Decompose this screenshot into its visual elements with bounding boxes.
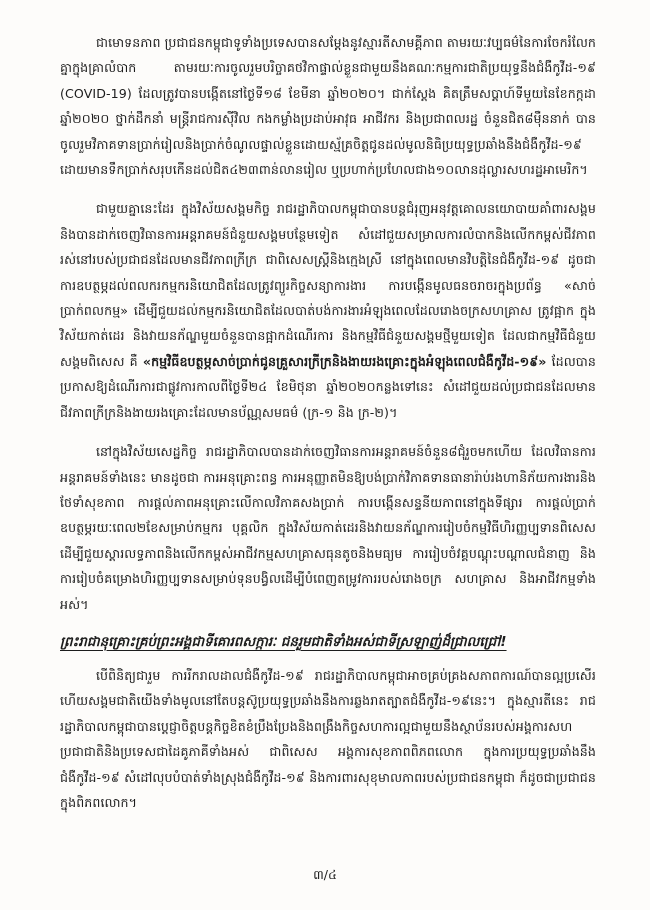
- paragraph-text: ជាមោទនភាព ប្រជាជនកម្ពុជាទូទាំងប្រទេសបានសម្ដែងនូវស្មារតីសាមគ្គីភាព តាមរយៈវប្បធម៌នៃការចែករំលែកគ្នាក្នុងគ្រាលំបាក តាមរយៈការចូលរួមបរិច្ចាគថវិកាផ្ទាល់ខ្លួនជាមួយនឹងគណៈកម្មការជាតិប្រយុទ្ធនឹងជំងឺកូវីដ-១៩ (COVID-19) ដែលត្រូវបានបង្កើតនៅថ្ងៃទី១៨ ខែមីនា ឆ្នាំ២០២០។ ជាក់ស្ដែង គិតត្រឹមសប្ដាហ៍ទីមួយនៃខែកក្កដា ឆ្នាំ២០២០ ថ្នាក់ដឹកនាំ មន្ត្រីរាជការស៊ីវិល កងកម្លាំងប្រដាប់អាវុធ អាជីវករ និងប្រជាពលរដ្ឋ ចំនួនជិត៨ម៉ឺននាក់ បានចូលរួមវិភាគទានប្រាក់រៀលនិងប្រាក់ចំណូលផ្ទាល់ខ្លួនដោយស្ម័គ្រចិត្តជូនដល់មូលនិធិប្រយុទ្ធប្រឆាំងនឹងជំងឺកូវីដ-១៩ ដោយមានទឹកប្រាក់សរុបកើនដល់ជិត៤២៣ពាន់លានរៀល ឬប្រហាក់ប្រហែលជាង១០លានដុល្លារសហរដ្ឋអាមេរិក។: [60, 35, 596, 178]
- address-heading: ព្រះរាជានុគ្រោះគ្រប់ព្រះអង្គជាទីគោរពសក្ការៈ ជនរួមជាតិទាំងអស់ជាទីស្រឡាញ់ដ៏ជ្រាលជ្រៅ!: [60, 634, 507, 650]
- paragraph-text-continued: ដែលបានប្រកាសឱ្យដំណើរការជាផ្លូវការកាលពីថ្ងៃទី២៤ ខែមិថុនា ឆ្នាំ២០២០កន្លងទៅនេះ សំដៅជួយដល់ប្រជាជនដែលមានជីវភាពក្រីក្រនិងងាយរងគ្រោះដែលមានប័ណ្ណសមធម៌ (ក្រ-១ និង ក្រ-២)។: [60, 353, 596, 420]
- paragraph-social-assistance: [60, 196, 596, 425]
- paragraph-solidarity-donations: [60, 30, 596, 182]
- paragraph-text: នៅក្នុងវិស័យសេដ្ឋកិច្ច រាជរដ្ឋាភិបាលបានដាក់ចេញវិធានការអន្តរាគមន៍ចំនួន៨ជុំរួចមកហើយ ដែលវិធានការអន្តរាគមន៍ទាំងនេះ មានដូចជា ការអនុគ្រោះពន្ធ ការអនុញ្ញាតមិនឱ្យបង់ប្រាក់វិភាគទានធានារ៉ាប់រងហានិភ័យការងារនិងថែទាំសុខភាព ការផ្ដល់ភាពអនុគ្រោះលើកាលវិភាគសងប្រាក់ ការបង្កើនសន្ទនីយភាពនៅក្នុងទីផ្សារ ការផ្ដល់ប្រាក់ឧបត្ថម្ភរយៈពេល២ខែសម្រាប់កម្មករ បុគ្គលិក ក្នុងវិស័យកាត់ដេរនិងវាយនភ័ណ្ឌការរៀបចំកម្មវិធីហិរញ្ញប្បទានពិសេសដើម្បីជួយស្ដារលទ្ធភាពនិងលើកកម្ពស់អាជីវកម្មសហគ្រាសធុនតូចនិងមធ្យម ការរៀបចំវគ្គបណ្ដុះបណ្ដាលជំនាញ និងការរៀបចំគម្រោងហិរញ្ញប្បទានសម្រាប់ទុនបង្វិលដើម្បីបំពេញតម្រូវការរបស់រោងចក្រ សហគ្រាស និងអាជីវកម្មទាំងអស់។: [60, 444, 596, 612]
- cash-transfer-program-name: «កម្មវិធីឧបត្ថម្ភសាច់ប្រាក់ជូនគ្រួសារក្រីក្រនិងងាយរងគ្រោះក្នុងអំឡុងពេលជំងឺកូវីដ-១៩»: [142, 353, 547, 369]
- page-number: ៣/៤: [313, 867, 337, 882]
- paragraph-text: បើពិនិត្យជារួម ការរីករាលដាលជំងឺកូវីដ-១៩ រាជរដ្ឋាភិបាលកម្ពុជាអាចគ្រប់គ្រងសភាពការណ៍បានល្អប្រសើរ ហើយសង្គមជាតិយើងទាំងមូលនៅតែបន្តស៊ូប្រយុទ្ធប្រឆាំងនឹងការឆ្លងរាតត្បាតជំងឺកូវីដ-១៩នេះ។ ក្នុងស្មារតីនេះ រាជរដ្ឋាភិបាលកម្ពុជាបានប្ដេជ្ញាចិត្តបន្តកិច្ចខិតខំប្រឹងប្រែងនិងពង្រឹងកិច្ចសហការល្អជាមួយនឹងស្ថាប័នរបស់អង្គការសហប្រជាជាតិនិងប្រទេសជាដៃគូភាគីទាំងអស់ ជាពិសេស អង្គការសុខភាពពិភពលោក ក្នុងការប្រយុទ្ធប្រឆាំងនឹងជំងឺកូវីដ-១៩ សំដៅលុបបំបាត់ទាំងស្រុងជំងឺកូវីដ-១៩ និងការពារសុខុមាលភាពរបស់ប្រជាជនកម្ពុជា ក៏ដូចជាប្រជាជនក្នុងពិភពលោក។: [60, 667, 596, 810]
- paragraph-text: ជាមួយគ្នានេះដែរ ក្នុងវិស័យសង្គមកិច្ច រាជរដ្ឋាភិបាលកម្ពុជាបានបន្តជំរុញអនុវត្តគោលនយោបាយគាំពារសង្គមនិងបានដាក់ចេញវិធានការអន្តរាគមន៍ជំនួយសង្គមបន្ថែមទៀត សំដៅជួយសម្រាលការលំបាកនិងលើកកម្ពស់ជីវភាពរស់នៅរបស់ប្រជាជនដែលមានជីវភាពក្រីក្រ ជាពិសេសស្ត្រីនិងក្មេងស្រី នៅក្នុងពេលមានវិបត្តិនៃជំងឺកូវីដ-១៩ ដូចជា ការឧបត្ថម្ភដល់ពលករកម្មករនិយោជិតដែលត្រូវព្យួរកិច្ចសន្យាការងារ ការបង្កើនមូលធនចរាចរក្នុងប្រព័ន្ធ «សាច់ប្រាក់ពលកម្ម» ដើម្បីជួយដល់កម្មករនិយោជិតដែលបាត់បង់ការងារអំឡុងពេលដែលរោងចក្រសហគ្រាស ត្រូវផ្អាក ក្នុងវិស័យកាត់ដេរ និងវាយនភ័ណ្ឌមួយចំនួនបានផ្អាកដំណើរការ និងកម្មវិធីជំនួយសង្គមថ្មីមួយទៀត ដែលជាកម្មវិធីជំនួយសង្គមពិសេស គឺ: [60, 201, 596, 369]
- paragraph-economic-measures: [60, 439, 596, 617]
- paragraph-closing: [60, 663, 596, 815]
